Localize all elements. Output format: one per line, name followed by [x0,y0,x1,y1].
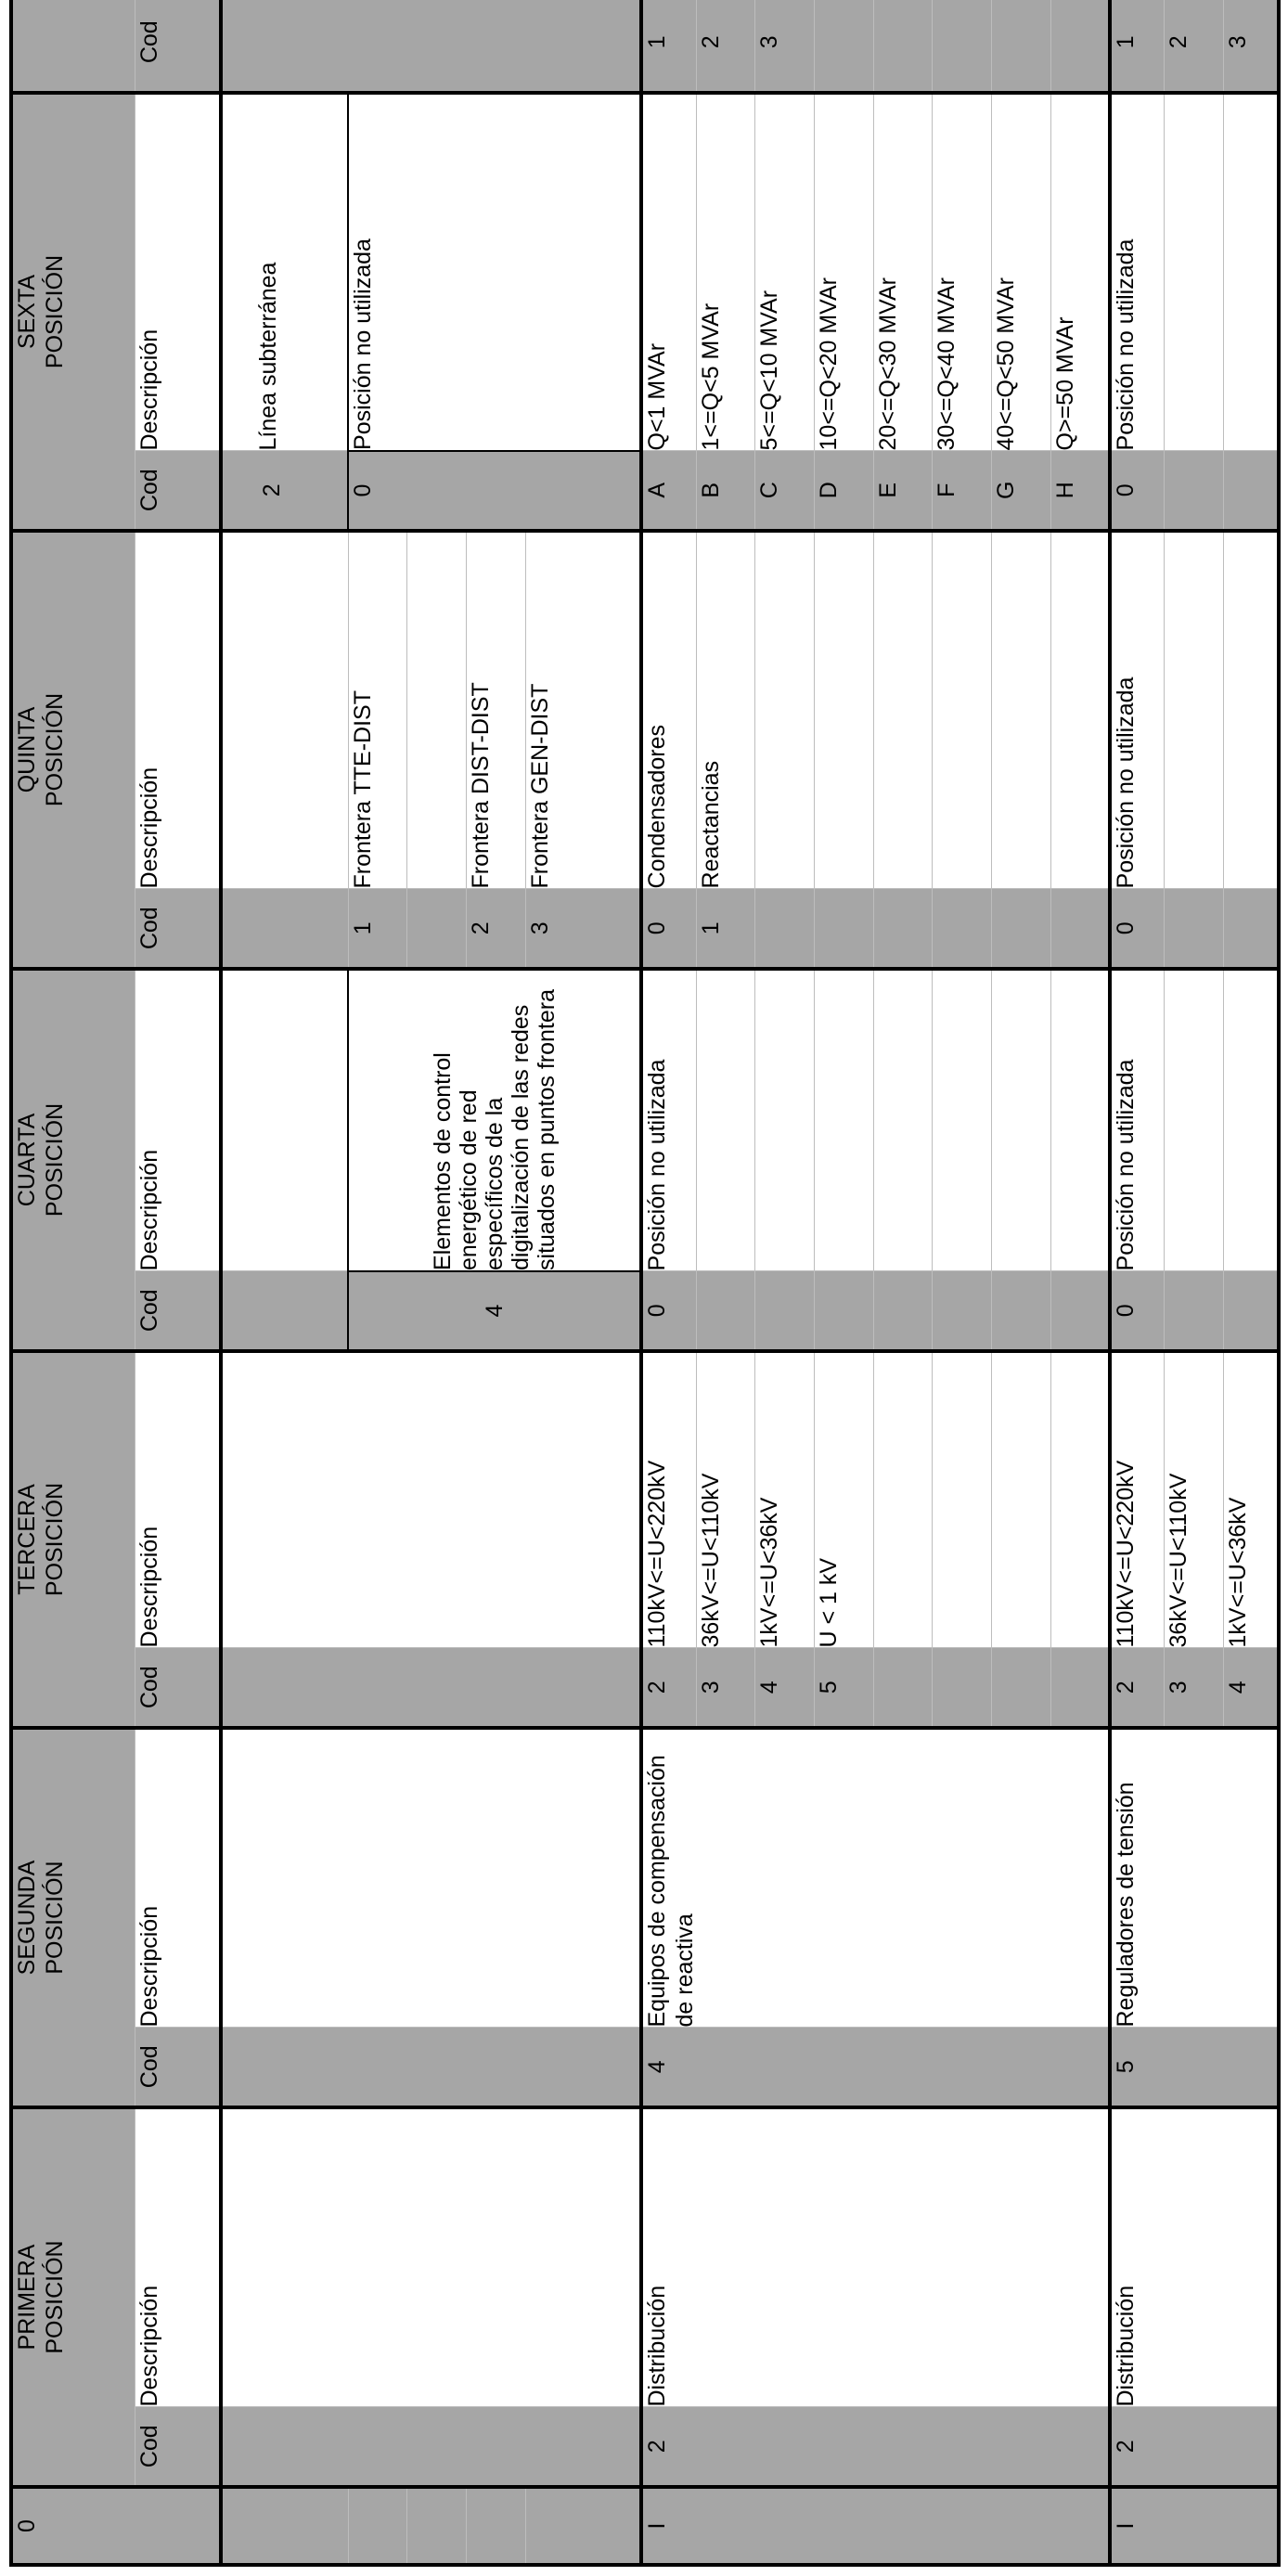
code-cell: A [641,451,696,531]
description-cell: 110kV<=U<220kV [1110,1351,1165,1648]
description-cell: U < 1 kV [815,1351,874,1648]
col-cod-label: Cod [135,2028,221,2107]
col-desc-label: Descripción [135,93,221,451]
block2-empty [1050,1351,1110,1648]
description-cell: 1kV<=U<36kV [755,1351,815,1648]
description-cell: 10<=Q<20 MVAr [815,93,874,451]
code-cell: 3 [525,889,641,969]
description-cell: Q<1 MVAr [641,93,696,451]
col-desc-label: Descripción [135,2107,221,2407]
block2-empty [933,1271,992,1351]
block2-empty [933,1648,992,1728]
col-cod-label: Cod [135,889,221,969]
code-cell: 4 [641,2028,1110,2107]
block2-empty [933,0,992,93]
code-cell: G [991,451,1050,531]
description-cell: Frontera TTE-DIST [348,531,407,889]
description-cell: Posición no utilizada [348,93,641,451]
description-cell: Posición no utilizada [1110,531,1165,889]
block2-empty [873,1271,933,1351]
description-cell: Reactancias [696,531,755,889]
code-cell: 1 [696,889,755,969]
block1-empty [407,889,467,969]
code-cell: 0 [1110,451,1165,531]
block1-empty [221,2407,641,2487]
block1-empty [221,2028,641,2107]
block1-empty [221,2487,348,2565]
description-cell: 20<=Q<30 MVAr [873,93,933,451]
codification-table [9,0,1281,2567]
block1-empty [221,969,348,1271]
block2-empty [1050,531,1110,889]
block2-empty [755,889,815,969]
col-desc-label: Descripción [135,1351,221,1648]
header-primera-posicion: PRIMERA POSICIÓN [11,2107,135,2487]
code-cell: 5 [1110,2028,1279,2107]
code-cell: 2 [466,889,525,969]
block1-empty [221,1728,641,2028]
block1-empty [221,2107,641,2407]
block2-empty [1050,1648,1110,1728]
col-cod-label: Cod [135,0,221,93]
block3-empty [1224,1271,1279,1351]
block3-empty [1165,93,1224,451]
block2-empty [873,889,933,969]
block1-empty [525,2487,641,2565]
block3-empty [1165,451,1224,531]
code-cell: 2 [1110,1648,1165,1728]
block2-empty [815,1271,874,1351]
code-cell: 0 [348,451,641,531]
block2-empty [1050,889,1110,969]
block2-empty [815,889,874,969]
description-cell: 30<=Q<40 MVAr [933,93,992,451]
col-desc-label: Descripción [135,1728,221,2028]
description-cell: 110kV<=U<220kV [641,1351,696,1648]
code-cell: D [815,451,874,531]
header-position-zero: 0 [11,2487,221,2565]
description-cell: Distribución [641,2107,1110,2407]
code-cell: B [696,451,755,531]
block1-empty [466,2487,525,2565]
col-cod-label: Cod [135,451,221,531]
block3-empty [1165,1271,1224,1351]
block2-empty [873,969,933,1271]
block3-empty [1165,531,1224,889]
description-cell: Reguladores de tensión [1110,1728,1279,2028]
code-cell: 2 [1165,0,1224,93]
block2-empty [991,889,1050,969]
code-cell: F [933,451,992,531]
code-cell: 0 [641,889,696,969]
block2-empty [1050,969,1110,1271]
description-cell: 36kV<=U<110kV [1165,1351,1224,1648]
block2-empty [933,1351,992,1648]
block2-empty [873,1648,933,1728]
header-tercera-posicion: TERCERA POSICIÓN [11,1351,135,1728]
block2-empty [696,1271,755,1351]
code-cell: E [873,451,933,531]
header-quinta-posicion: QUINTA POSICIÓN [11,531,135,969]
block3-empty [1224,889,1279,969]
code-cell: 2 [1110,2407,1279,2487]
block2-empty [991,531,1050,889]
block2-empty [873,1351,933,1648]
description-cell: Línea subterránea [221,93,348,451]
description-cell: Equipos de compensación de reactiva [641,1728,1110,2028]
description-cell: Q>=50 MVAr [1050,93,1110,451]
code-cell: I [641,2487,1110,2565]
header-septima-posicion [11,0,135,93]
description-cell: Distribución [1110,2107,1279,2407]
header-sexta-posicion: SEXTA POSICIÓN [11,93,135,531]
block1-empty [221,1271,348,1351]
description-cell: Posición no utilizada [641,969,696,1271]
block2-empty [873,0,933,93]
header-segunda-posicion: SEGUNDA POSICIÓN [11,1728,135,2107]
col-desc-label: Descripción [135,531,221,889]
block2-empty [1050,0,1110,93]
code-cell: 5 [815,1648,874,1728]
block3-empty [1165,889,1224,969]
description-cell: Condensadores [641,531,696,889]
block2-empty [873,531,933,889]
block1-empty [221,0,641,93]
block2-empty [991,1351,1050,1648]
code-cell: C [755,451,815,531]
code-cell: 4 [348,1271,641,1351]
code-cell: 3 [696,1648,755,1728]
block2-empty [815,969,874,1271]
code-cell: I [1110,2487,1279,2565]
code-cell: H [1050,451,1110,531]
block2-empty [1050,1271,1110,1351]
code-cell: 2 [641,1648,696,1728]
code-cell: 4 [1224,1648,1279,1728]
block2-empty [696,969,755,1271]
description-cell: 1kV<=U<36kV [1224,1351,1279,1648]
code-cell: 3 [1224,0,1279,93]
code-cell: 4 [755,1648,815,1728]
description-cell: Frontera GEN-DIST [525,531,641,889]
block1-empty [407,2487,467,2565]
code-cell: 1 [1110,0,1165,93]
block3-empty [1224,531,1279,889]
code-cell: 0 [641,1271,696,1351]
block2-empty [933,969,992,1271]
header-cuarta-posicion: CUARTA POSICIÓN [11,969,135,1351]
block2-empty [991,1648,1050,1728]
code-cell: 2 [221,451,348,531]
code-cell: 1 [641,0,696,93]
code-cell: 2 [696,0,755,93]
description-cell: Elementos de control energético de red específicos de la digitalización de las redes situados en puntos frontera [348,969,641,1271]
description-cell: 36kV<=U<110kV [696,1351,755,1648]
description-cell: 5<=Q<10 MVAr [755,93,815,451]
col-cod-label: Cod [135,2407,221,2487]
block3-empty [1165,969,1224,1271]
description-cell: 1<=Q<5 MVAr [696,93,755,451]
block1-empty [348,2487,407,2565]
description-cell: Posición no utilizada [1110,969,1165,1271]
block1-empty [221,889,348,969]
block3-empty [1224,969,1279,1271]
block2-empty [815,531,874,889]
code-cell: 0 [1110,1271,1165,1351]
block1-empty [221,1351,641,1648]
description-cell: 40<=Q<50 MVAr [991,93,1050,451]
code-cell: 3 [1165,1648,1224,1728]
block2-empty [755,969,815,1271]
block2-empty [815,0,874,93]
block1-empty [221,531,348,889]
block2-empty [991,1271,1050,1351]
description-cell: Posición no utilizada [1110,93,1165,451]
block2-empty [991,0,1050,93]
code-cell: 2 [641,2407,1110,2487]
block2-empty [933,531,992,889]
description-cell: Frontera DIST-DIST [466,531,525,889]
block2-empty [755,1271,815,1351]
block2-empty [991,969,1050,1271]
col-cod-label: Cod [135,1648,221,1728]
block1-empty [221,1648,641,1728]
block2-empty [933,889,992,969]
col-desc-label: Descripción [135,969,221,1271]
code-cell: 1 [348,889,407,969]
block3-empty [1224,93,1279,451]
block2-empty [755,531,815,889]
block3-empty [1224,451,1279,531]
col-cod-label: Cod [135,1271,221,1351]
block1-empty [407,531,467,889]
code-cell: 0 [1110,889,1165,969]
code-cell: 3 [755,0,815,93]
